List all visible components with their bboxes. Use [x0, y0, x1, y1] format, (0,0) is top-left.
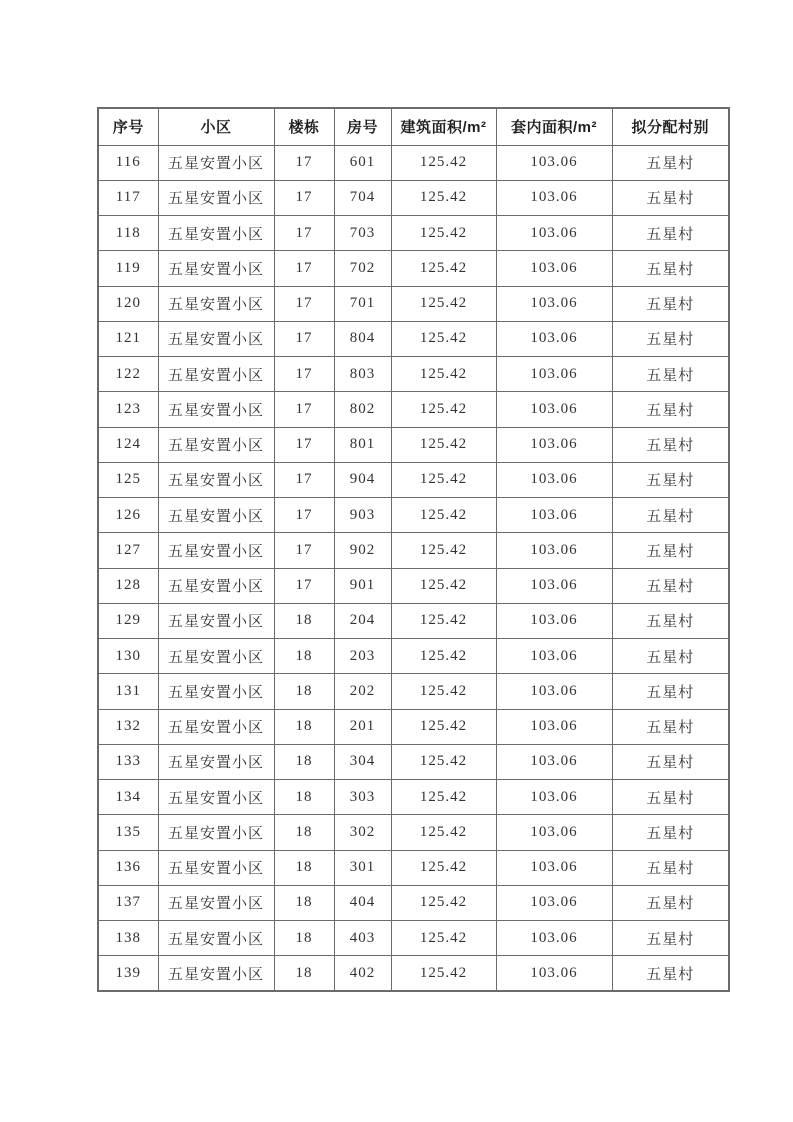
table-cell: 136 [98, 850, 158, 885]
table-row [98, 850, 729, 885]
table-row [98, 462, 729, 497]
table-cell: 204 [334, 603, 391, 638]
table-cell: 17 [274, 357, 334, 392]
table-cell: 五星村 [612, 780, 729, 815]
table-cell: 五星村 [612, 885, 729, 920]
table-cell: 五星安置小区 [158, 357, 274, 392]
table-cell: 五星安置小区 [158, 498, 274, 533]
table-cell: 119 [98, 251, 158, 286]
column-header: 房号 [334, 108, 391, 145]
table-cell: 125.42 [391, 674, 496, 709]
table-cell: 五星村 [612, 921, 729, 956]
table-cell: 五星村 [612, 180, 729, 215]
table-cell: 138 [98, 921, 158, 956]
column-header: 套内面积/m² [496, 108, 612, 145]
table-cell: 125.42 [391, 216, 496, 251]
table-cell: 103.06 [496, 251, 612, 286]
table-header-row [98, 108, 729, 145]
table-cell: 103.06 [496, 321, 612, 356]
table-cell: 125.42 [391, 815, 496, 850]
table-cell: 125.42 [391, 921, 496, 956]
table-cell: 五星安置小区 [158, 286, 274, 321]
table-cell: 127 [98, 533, 158, 568]
allocation-table [97, 107, 730, 992]
table-cell: 125.42 [391, 498, 496, 533]
table-cell: 125 [98, 462, 158, 497]
table-cell: 五星安置小区 [158, 885, 274, 920]
column-header: 序号 [98, 108, 158, 145]
table-cell: 120 [98, 286, 158, 321]
table-cell: 五星安置小区 [158, 639, 274, 674]
table-cell: 五星村 [612, 251, 729, 286]
table-cell: 103.06 [496, 815, 612, 850]
table-cell: 17 [274, 216, 334, 251]
table-cell: 五星村 [612, 145, 729, 180]
table-cell: 17 [274, 568, 334, 603]
table-cell: 116 [98, 145, 158, 180]
table-cell: 904 [334, 462, 391, 497]
table-cell: 103.06 [496, 921, 612, 956]
table-cell: 202 [334, 674, 391, 709]
table-cell: 五星安置小区 [158, 216, 274, 251]
table-cell: 17 [274, 321, 334, 356]
table-cell: 18 [274, 744, 334, 779]
table-cell: 403 [334, 921, 391, 956]
table-cell: 103.06 [496, 498, 612, 533]
table-cell: 802 [334, 392, 391, 427]
table-cell: 103.06 [496, 286, 612, 321]
table-cell: 五星安置小区 [158, 462, 274, 497]
table-row [98, 498, 729, 533]
table-cell: 五星安置小区 [158, 533, 274, 568]
table-cell: 125.42 [391, 639, 496, 674]
column-header: 楼栋 [274, 108, 334, 145]
table-cell: 103.06 [496, 603, 612, 638]
table-cell: 103.06 [496, 744, 612, 779]
table-cell: 五星安置小区 [158, 921, 274, 956]
table-cell: 125.42 [391, 321, 496, 356]
table-cell: 131 [98, 674, 158, 709]
table-cell: 402 [334, 956, 391, 991]
table-cell: 五星村 [612, 744, 729, 779]
table-cell: 五星安置小区 [158, 251, 274, 286]
table-cell: 103.06 [496, 392, 612, 427]
table-cell: 17 [274, 145, 334, 180]
table-row [98, 533, 729, 568]
table-cell: 125.42 [391, 427, 496, 462]
table-row [98, 145, 729, 180]
table-cell: 五星村 [612, 603, 729, 638]
table-cell: 103.06 [496, 462, 612, 497]
table-cell: 103.06 [496, 216, 612, 251]
table-cell: 301 [334, 850, 391, 885]
table-row [98, 780, 729, 815]
table-cell: 五星村 [612, 815, 729, 850]
table-cell: 五星安置小区 [158, 392, 274, 427]
table-row [98, 639, 729, 674]
table-cell: 135 [98, 815, 158, 850]
table-cell: 125.42 [391, 603, 496, 638]
table-cell: 五星安置小区 [158, 568, 274, 603]
table-cell: 103.06 [496, 145, 612, 180]
table-cell: 18 [274, 674, 334, 709]
table-cell: 五星安置小区 [158, 321, 274, 356]
table-cell: 404 [334, 885, 391, 920]
table-cell: 117 [98, 180, 158, 215]
table-cell: 五星安置小区 [158, 956, 274, 991]
table-cell: 902 [334, 533, 391, 568]
table-row [98, 216, 729, 251]
table-cell: 125.42 [391, 533, 496, 568]
table-row [98, 392, 729, 427]
table-cell: 五星安置小区 [158, 780, 274, 815]
table-cell: 125.42 [391, 145, 496, 180]
table-cell: 五星村 [612, 533, 729, 568]
column-header: 拟分配村别 [612, 108, 729, 145]
table-cell: 103.06 [496, 709, 612, 744]
table-cell: 17 [274, 533, 334, 568]
table-cell: 五星村 [612, 568, 729, 603]
table-cell: 125.42 [391, 780, 496, 815]
table-cell: 五星安置小区 [158, 145, 274, 180]
table-cell: 五星村 [612, 498, 729, 533]
table-cell: 18 [274, 921, 334, 956]
table-cell: 103.06 [496, 427, 612, 462]
table-cell: 125.42 [391, 180, 496, 215]
table-cell: 17 [274, 180, 334, 215]
table-row [98, 744, 729, 779]
table-body [98, 145, 729, 991]
table-cell: 五星安置小区 [158, 815, 274, 850]
table-cell: 803 [334, 357, 391, 392]
table-cell: 129 [98, 603, 158, 638]
table-cell: 125.42 [391, 568, 496, 603]
table-cell: 17 [274, 286, 334, 321]
table-cell: 17 [274, 462, 334, 497]
column-header: 建筑面积/m² [391, 108, 496, 145]
table-cell: 五星村 [612, 392, 729, 427]
table-cell: 五星村 [612, 639, 729, 674]
table-row [98, 956, 729, 991]
table-cell: 五星安置小区 [158, 674, 274, 709]
table-cell: 132 [98, 709, 158, 744]
table-cell: 702 [334, 251, 391, 286]
table-row [98, 357, 729, 392]
table-cell: 903 [334, 498, 391, 533]
table-cell: 五星安置小区 [158, 427, 274, 462]
table-cell: 125.42 [391, 462, 496, 497]
table-cell: 703 [334, 216, 391, 251]
table-cell: 125.42 [391, 286, 496, 321]
table-cell: 103.06 [496, 568, 612, 603]
table-row [98, 427, 729, 462]
table-cell: 125.42 [391, 744, 496, 779]
table-cell: 18 [274, 639, 334, 674]
table-cell: 五星村 [612, 674, 729, 709]
table-cell: 103.06 [496, 357, 612, 392]
table-cell: 18 [274, 780, 334, 815]
table-cell: 122 [98, 357, 158, 392]
table-cell: 124 [98, 427, 158, 462]
table-cell: 201 [334, 709, 391, 744]
table-cell: 17 [274, 498, 334, 533]
table-row [98, 321, 729, 356]
table-row [98, 709, 729, 744]
table-cell: 103.06 [496, 780, 612, 815]
table-cell: 103.06 [496, 850, 612, 885]
table-row [98, 286, 729, 321]
table-cell: 五星村 [612, 956, 729, 991]
table-cell: 五星村 [612, 709, 729, 744]
table-cell: 304 [334, 744, 391, 779]
table-row [98, 674, 729, 709]
table-cell: 139 [98, 956, 158, 991]
table-cell: 125.42 [391, 357, 496, 392]
table-cell: 五星安置小区 [158, 709, 274, 744]
table-cell: 601 [334, 145, 391, 180]
table-cell: 137 [98, 885, 158, 920]
table-row [98, 251, 729, 286]
table-cell: 五星村 [612, 286, 729, 321]
table-cell: 五星安置小区 [158, 744, 274, 779]
table-cell: 五星安置小区 [158, 850, 274, 885]
table-cell: 103.06 [496, 533, 612, 568]
table-row [98, 885, 729, 920]
table-cell: 103.06 [496, 180, 612, 215]
table-cell: 125.42 [391, 885, 496, 920]
table-cell: 18 [274, 956, 334, 991]
table-row [98, 568, 729, 603]
column-header: 小区 [158, 108, 274, 145]
table-cell: 701 [334, 286, 391, 321]
table-row [98, 921, 729, 956]
table-cell: 18 [274, 603, 334, 638]
table-cell: 125.42 [391, 956, 496, 991]
table-cell: 五星村 [612, 850, 729, 885]
table-cell: 五星村 [612, 427, 729, 462]
table-cell: 801 [334, 427, 391, 462]
table-cell: 303 [334, 780, 391, 815]
table-cell: 18 [274, 815, 334, 850]
table-cell: 五星安置小区 [158, 603, 274, 638]
table-row [98, 180, 729, 215]
table-cell: 五星村 [612, 462, 729, 497]
table-cell: 128 [98, 568, 158, 603]
table-cell: 123 [98, 392, 158, 427]
table-cell: 901 [334, 568, 391, 603]
table-cell: 18 [274, 709, 334, 744]
table-cell: 17 [274, 392, 334, 427]
table-cell: 18 [274, 850, 334, 885]
table-cell: 121 [98, 321, 158, 356]
table-cell: 126 [98, 498, 158, 533]
table-cell: 302 [334, 815, 391, 850]
table-cell: 125.42 [391, 709, 496, 744]
table-cell: 五星村 [612, 216, 729, 251]
table-cell: 130 [98, 639, 158, 674]
table-cell: 五星村 [612, 321, 729, 356]
table-row [98, 815, 729, 850]
table-cell: 五星安置小区 [158, 180, 274, 215]
table-cell: 103.06 [496, 674, 612, 709]
table-cell: 125.42 [391, 392, 496, 427]
table-cell: 103.06 [496, 956, 612, 991]
table-cell: 118 [98, 216, 158, 251]
table-cell: 203 [334, 639, 391, 674]
table-cell: 804 [334, 321, 391, 356]
table-cell: 17 [274, 427, 334, 462]
table-cell: 五星村 [612, 357, 729, 392]
table-row [98, 603, 729, 638]
table-cell: 125.42 [391, 251, 496, 286]
table-cell: 18 [274, 885, 334, 920]
table-cell: 103.06 [496, 639, 612, 674]
table-cell: 704 [334, 180, 391, 215]
table-cell: 133 [98, 744, 158, 779]
table-header [98, 108, 729, 145]
table-cell: 125.42 [391, 850, 496, 885]
table-cell: 134 [98, 780, 158, 815]
table-cell: 17 [274, 251, 334, 286]
table-cell: 103.06 [496, 885, 612, 920]
